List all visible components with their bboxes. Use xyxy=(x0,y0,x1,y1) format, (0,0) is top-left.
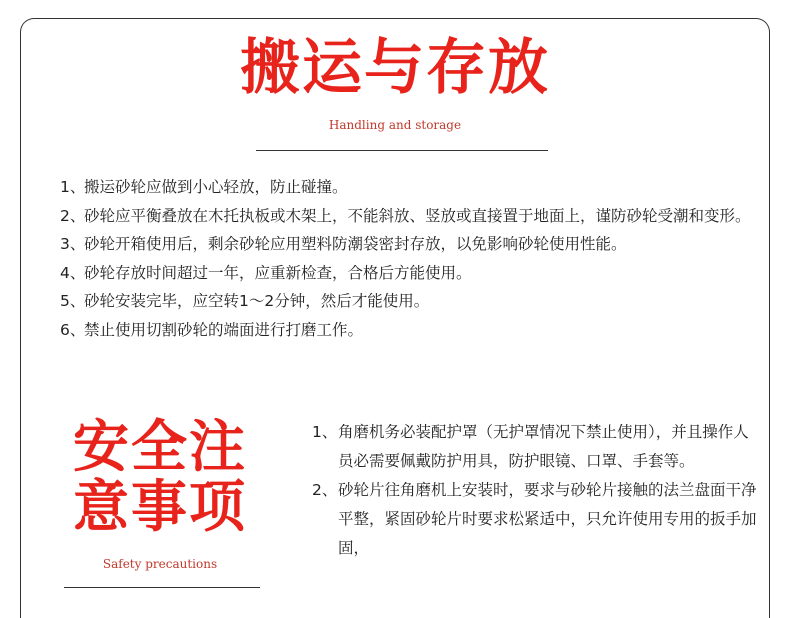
list-item xyxy=(60,287,760,316)
item-number: 4、 xyxy=(60,263,86,282)
storage-subtitle: Handling and storage xyxy=(328,118,462,132)
list-item xyxy=(60,259,760,288)
item-text: 砂轮应平衡叠放在木托执板或木架上，不能斜放、竖放或直接置于地面上，谨防砂轮受潮和变形。 xyxy=(84,206,751,225)
safety-title-line1: 安全注 xyxy=(73,415,247,480)
list-item xyxy=(312,418,762,476)
safety-list xyxy=(312,418,762,563)
list-item xyxy=(60,173,760,202)
item-number: 3、 xyxy=(60,235,86,253)
safety-subtitle: Safety precautions xyxy=(102,557,218,571)
storage-title-divider xyxy=(256,150,548,151)
item-text: 禁止使用切割砂轮的端面进行打磨工作。 xyxy=(84,320,364,339)
item-number: 2、 xyxy=(60,206,86,225)
list-item xyxy=(312,476,762,563)
item-number: 5、 xyxy=(60,292,86,310)
list-item xyxy=(60,202,760,231)
item-text: 砂轮片往角磨机上安装时，要求与砂轮片接触的法兰盘面干净平整，紧固砂轮片时要求松紧适中，只允许使用专用的扳手加固， xyxy=(338,481,757,557)
list-item xyxy=(60,316,760,345)
item-number: 1、 xyxy=(312,423,338,441)
item-number: 6、 xyxy=(60,320,86,339)
item-text: 搬运砂轮应做到小心轻放，防止碰撞。 xyxy=(84,178,348,196)
item-number: 2、 xyxy=(312,481,338,499)
storage-title: 搬运与存放 xyxy=(240,33,550,103)
safety-title-line2: 意事项 xyxy=(73,475,247,540)
item-text: 砂轮存放时间超过一年，应重新检查，合格后方能使用。 xyxy=(84,263,472,282)
list-item xyxy=(60,230,760,259)
safety-title-divider xyxy=(64,587,260,588)
storage-list xyxy=(60,173,760,344)
item-number: 1、 xyxy=(60,178,86,196)
item-text: 角磨机务必装配护罩（无护罩情况下禁止使用），并且操作人员必需要佩戴防护用具，防护眼镜、口罩、手套等。 xyxy=(338,423,749,470)
item-text: 砂轮安装完毕，应空转1～2分钟，然后才能使用。 xyxy=(84,292,430,310)
safety-title xyxy=(60,415,260,540)
item-text: 砂轮开箱使用后，剩余砂轮应用塑料防潮袋密封存放，以免影响砂轮使用性能。 xyxy=(84,235,627,253)
